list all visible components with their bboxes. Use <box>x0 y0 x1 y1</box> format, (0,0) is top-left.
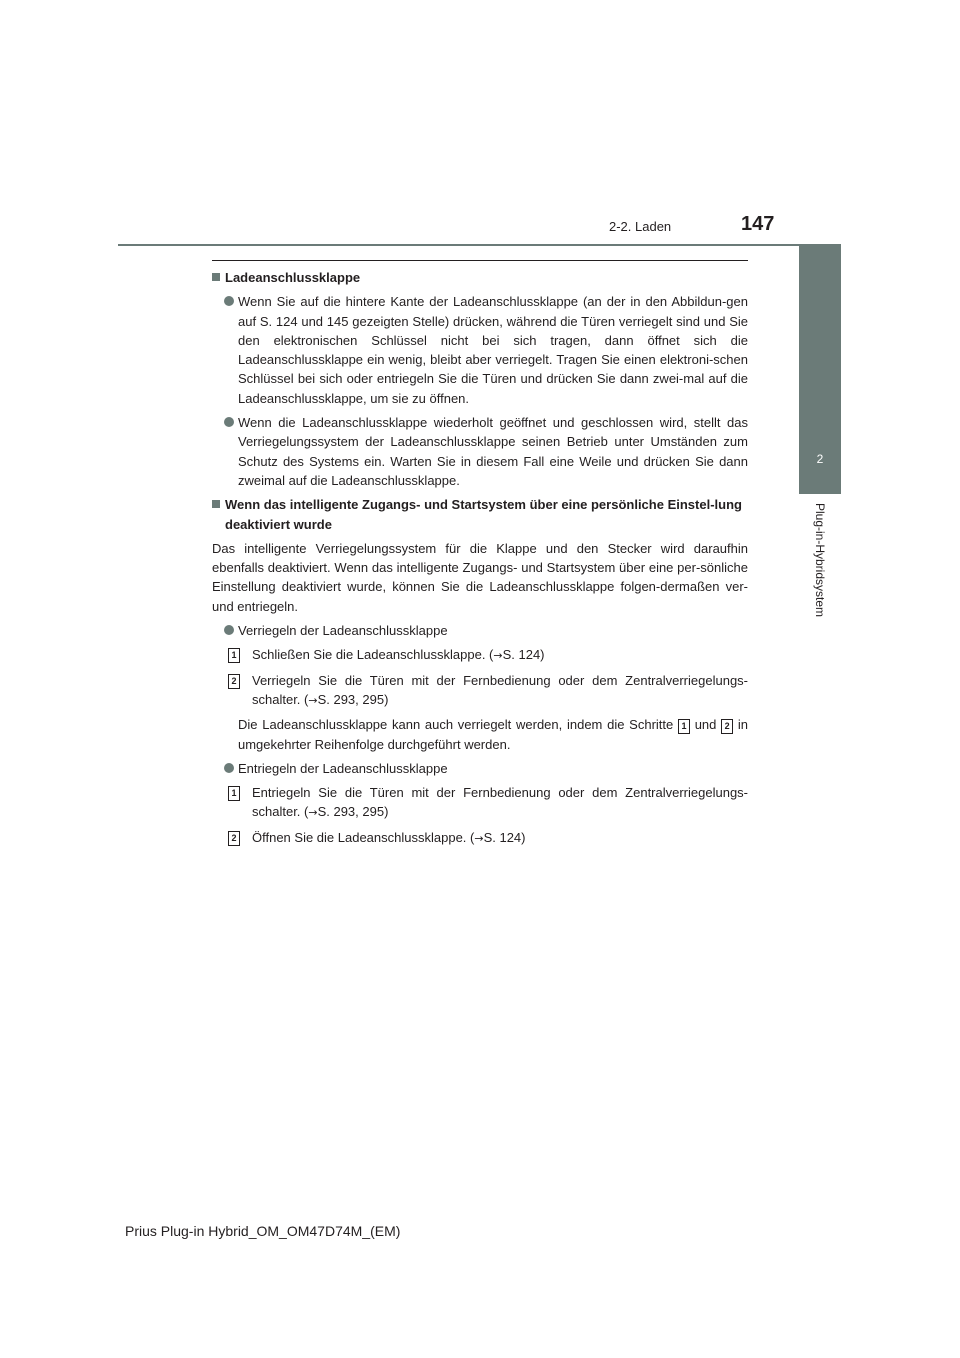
circle-bullet-icon <box>224 296 234 306</box>
step-number-badge: 2 <box>228 674 240 689</box>
chapter-tab-number: 2 <box>799 436 841 494</box>
chapter-tab-label: Plug-in-Hybridsystem <box>813 502 827 618</box>
circle-bullet-icon <box>224 625 234 635</box>
step-text: Öffnen Sie die Ladeanschlussklappe. ( <box>252 829 475 845</box>
step-text: Schließen Sie die Ladeanschlussklappe. ( <box>252 647 494 663</box>
arrow-icon: → <box>308 693 318 707</box>
circle-bullet-icon <box>224 417 234 427</box>
page-reference: S. 293, 295) <box>317 804 389 820</box>
step-number-badge: 2 <box>721 719 733 734</box>
circle-bullet-icon <box>224 763 234 773</box>
bullet-item <box>212 413 748 490</box>
step-item <box>212 645 748 665</box>
step-number-badge: 1 <box>228 648 240 663</box>
square-bullet-icon <box>212 500 220 508</box>
page-reference: S. 293, 295) <box>317 691 389 707</box>
document-footer: Prius Plug-in Hybrid_OM_OM47D74M_(EM) <box>125 1223 401 1239</box>
content-divider <box>212 260 748 261</box>
bullet-text: Verriegeln der Ladeanschlussklappe <box>238 623 448 639</box>
arrow-icon: → <box>474 831 484 845</box>
step-number-badge: 1 <box>678 719 690 734</box>
step-number-badge: 2 <box>228 831 240 846</box>
step-item <box>212 828 748 848</box>
section-heading <box>212 495 748 534</box>
page-number: 147 <box>741 213 775 235</box>
arrow-icon: → <box>308 806 318 820</box>
bullet-item <box>212 621 748 640</box>
bullet-item <box>212 292 748 408</box>
note-paragraph <box>212 715 748 754</box>
paragraph: Das intelligente Verriegelungssystem für die Klappe und den Stecker wird daraufhin ebenfalls deaktiviert. Wenn das intelligente Zugangs- und Startsystem über eine per-sönliche Einstellung deaktiviert wurde, können Sie die Ladeanschlussklappe folgen-dermaßen ver- und entriegeln. <box>212 540 748 614</box>
bullet-text: Entriegeln der Ladeanschlussklappe <box>238 760 448 776</box>
step-number-badge: 1 <box>228 786 240 801</box>
step-item <box>212 671 748 711</box>
page-reference: S. 124) <box>502 647 545 663</box>
chapter-tab-bar <box>799 246 841 436</box>
bullet-text: Wenn die Ladeanschlussklappe wiederholt geöffnet und geschlossen wird, stellt das Verriegelungssystem der Ladeanschlussklappe seinen Betrieb unter Umständen zum Schutz des Systems ein. Warten Sie in diesem Fall eine Weile und drücken Sie dann zweimal auf die Ladeanschlussklappe. <box>238 415 748 488</box>
header-divider <box>118 244 841 246</box>
note-text: Die Ladeanschlussklappe kann auch verriegelt werden, indem die Schritte <box>238 717 674 733</box>
section-title: 2-2. Laden <box>609 219 672 234</box>
step-item <box>212 783 748 823</box>
page-content <box>212 268 748 853</box>
note-text: und <box>694 717 717 733</box>
heading-text: Ladeanschlussklappe <box>225 270 361 285</box>
note-text: in umgekehrter Reihenfolge durchgeführt werden. <box>238 717 748 752</box>
bullet-text: Wenn Sie auf die hintere Kante der Ladeanschlussklappe (an der in den Abbildun-gen auf S. 124 und 145 gezeigten Stelle) drücken, während die Türen verriegelt sind und Sie den elektronischen Schlüssel nicht bei sich tragen, dann öffnet sich die Ladeanschlussklappe ein wenig, bleibt aber verriegelt. Tragen Sie einen elektroni-schen Schlüssel bei sich oder entriegeln Sie die Türen und drücken Sie dann zwei-mal auf die Ladeanschlussklappe, um sie zu öffnen. <box>238 294 748 406</box>
step-text: Verriegeln Sie die Türen mit der Fernbedienung oder dem Zentralverriegelungs-schalter. ( <box>252 672 748 707</box>
section-heading <box>212 268 748 287</box>
square-bullet-icon <box>212 273 220 281</box>
step-text: Entriegeln Sie die Türen mit der Fernbedienung oder dem Zentralverriegelungs-schalter. ( <box>252 785 748 820</box>
page-reference: S. 124) <box>483 829 526 845</box>
bullet-item <box>212 759 748 778</box>
heading-text: Wenn das intelligente Zugangs- und Startsystem über eine persönliche Einstel-lung deaktiviert wurde <box>225 497 742 532</box>
arrow-icon: → <box>493 649 503 663</box>
